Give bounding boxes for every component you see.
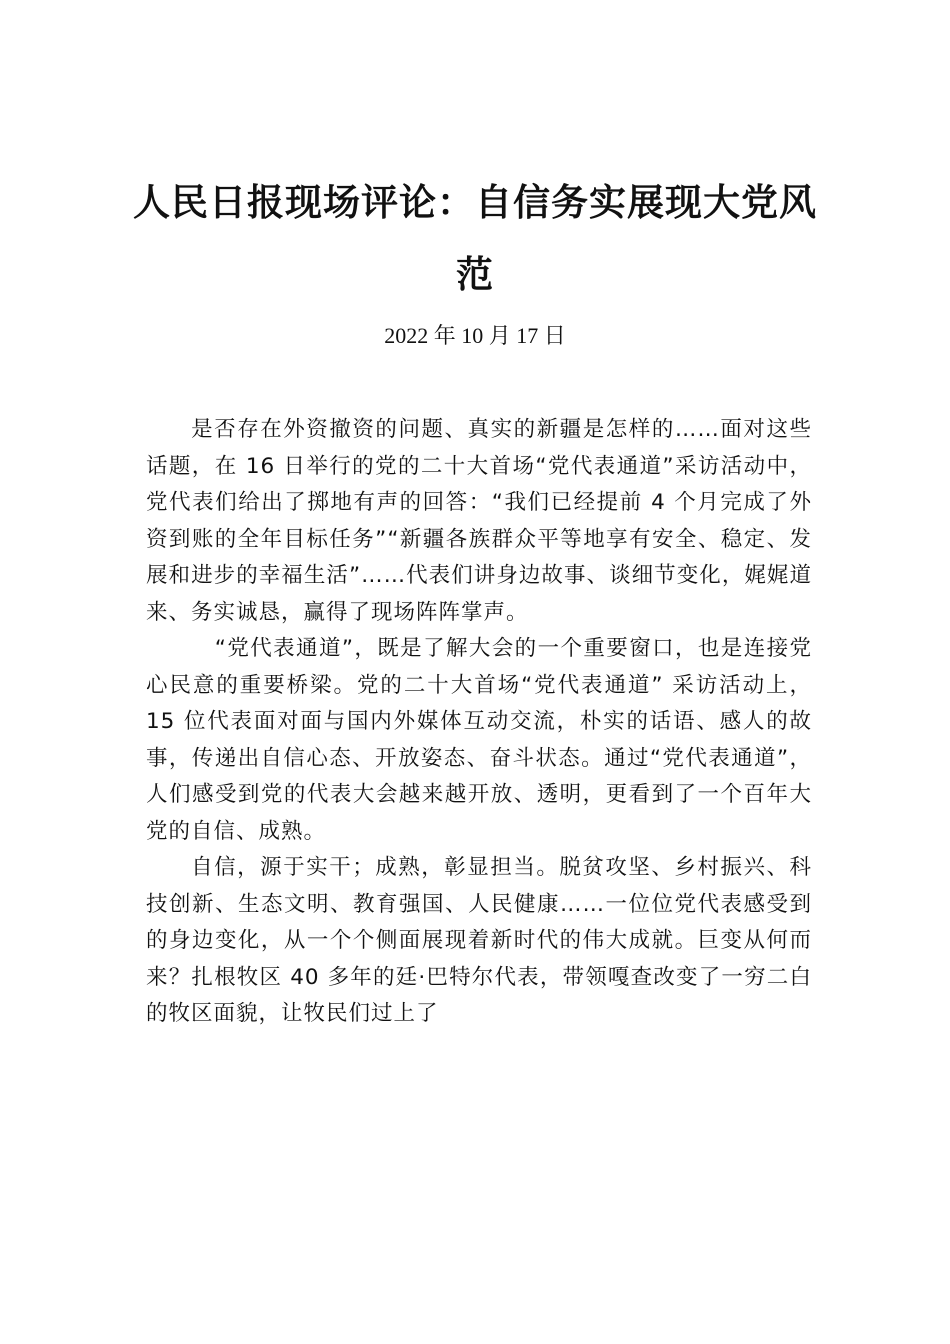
article-title-line-1: 人民日报现场评论：自信务实展现大党风 xyxy=(133,180,817,224)
article-title-line-2: 范 xyxy=(456,252,494,296)
article-title xyxy=(130,166,820,310)
paragraph-3: 自信，源于实干；成熟，彰显担当。脱贫攻坚、乡村振兴、科技创新、生态文明、教育强国、人民健康……一位位党代表感受到的身边变化，从一个个侧面展现着新时代的伟大成就。巨变从何而来？扎根牧区 40 多年的廷·巴特尔代表，带领嘎查改变了一穷二白的牧区面貌，让牧民们过上了 xyxy=(146,855,812,1026)
paragraph-2: “党代表通道”，既是了解大会的一个重要窗口，也是连接党心民意的重要桥梁。党的二十大首场“党代表通道” 采访活动上，15 位代表面对面与国内外媒体互动交流，朴实的话语、感人的故事，传递出自信心态、开放姿态、奋斗状态。通过“党代表通道”，人们感受到党的代表大会越来越开放、透明，更看到了一个百年大党的自信、成熟。 xyxy=(146,636,812,844)
article-date: 2022 年 10 月 17 日 xyxy=(384,323,566,348)
article-body xyxy=(146,412,812,1033)
paragraph-1: 是否存在外资撤资的问题、真实的新疆是怎样的……面对这些话题，在 16 日举行的党的二十大首场“党代表通道”采访活动中，党代表们给出了掷地有声的回答：“我们已经提前 4 个月完成了外资到账的全年目标任务”“新疆各族群众平等地享有安全、稳定、发展和进步的幸福生活”……代表们讲身边故事、谈细节变化，娓娓道来、务实诚恳，赢得了现场阵阵掌声。 xyxy=(146,417,812,625)
